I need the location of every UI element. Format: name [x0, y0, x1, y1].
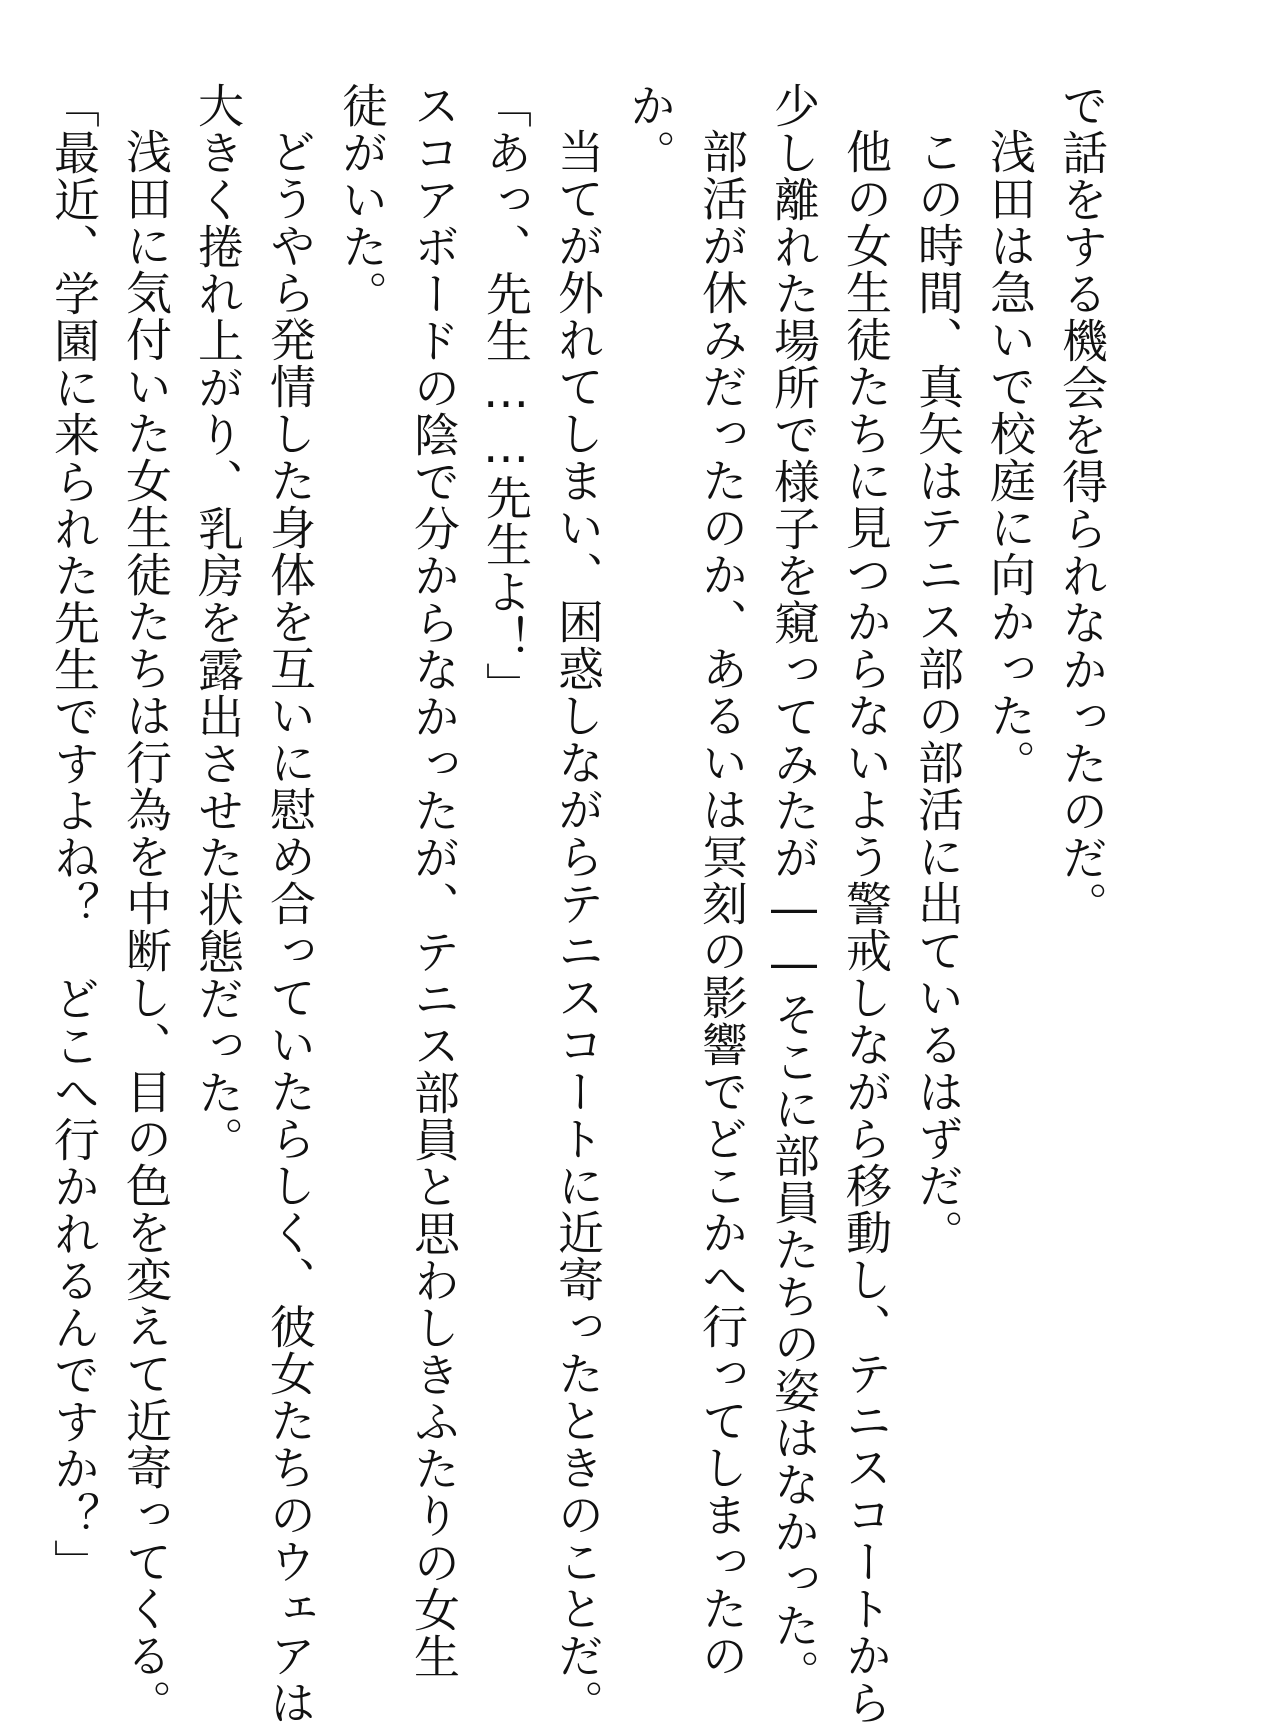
text-line: 当てが外れてしまい、困惑しながらテニスコートに近寄ったときのことだ。 — [551, 128, 605, 1726]
text-line: か。 — [623, 82, 677, 176]
text-line: 大きく捲れ上がり、乳房を露出させた状態だった。 — [191, 82, 245, 1163]
text-line: 浅田は急いで校庭に向かった。 — [983, 128, 1037, 786]
text-line: 部活が休みだったのか、あるいは冥刻の影響でどこかへ行ってしまったの — [695, 128, 749, 1679]
text-line: 少し離れた場所で様子を窺ってみたが――そこに部員たちの姿はなかった。 — [767, 82, 821, 1696]
dialogue-line: 「あっ、先生……先生よ！」 — [479, 82, 533, 709]
text-line: スコアボードの陰で分からなかったが、テニス部員と思わしきふたりの女生 — [407, 82, 461, 1680]
text-line: 徒がいた。 — [335, 82, 389, 317]
text-line: この時間、真矢はテニス部の部活に出ているはずだ。 — [911, 128, 965, 1256]
text-line: 浅田に気付いた女生徒たちは行為を中断し、目の色を変えて近寄ってくる。 — [119, 128, 173, 1726]
dialogue-line: 「最近、学園に来られた先生ですよね？ どこへ行かれるんですか？」 — [47, 82, 101, 1586]
text-line: どうやら発情した身体を互いに慰め合っていたらしく、彼女たちのウェアは — [263, 128, 317, 1726]
text-line: 他の女生徒たちに見つからないよう警戒しながら移動し、テニスコートから — [839, 128, 893, 1726]
text-line: で話をする機会を得られなかったのだ。 — [1055, 82, 1109, 928]
